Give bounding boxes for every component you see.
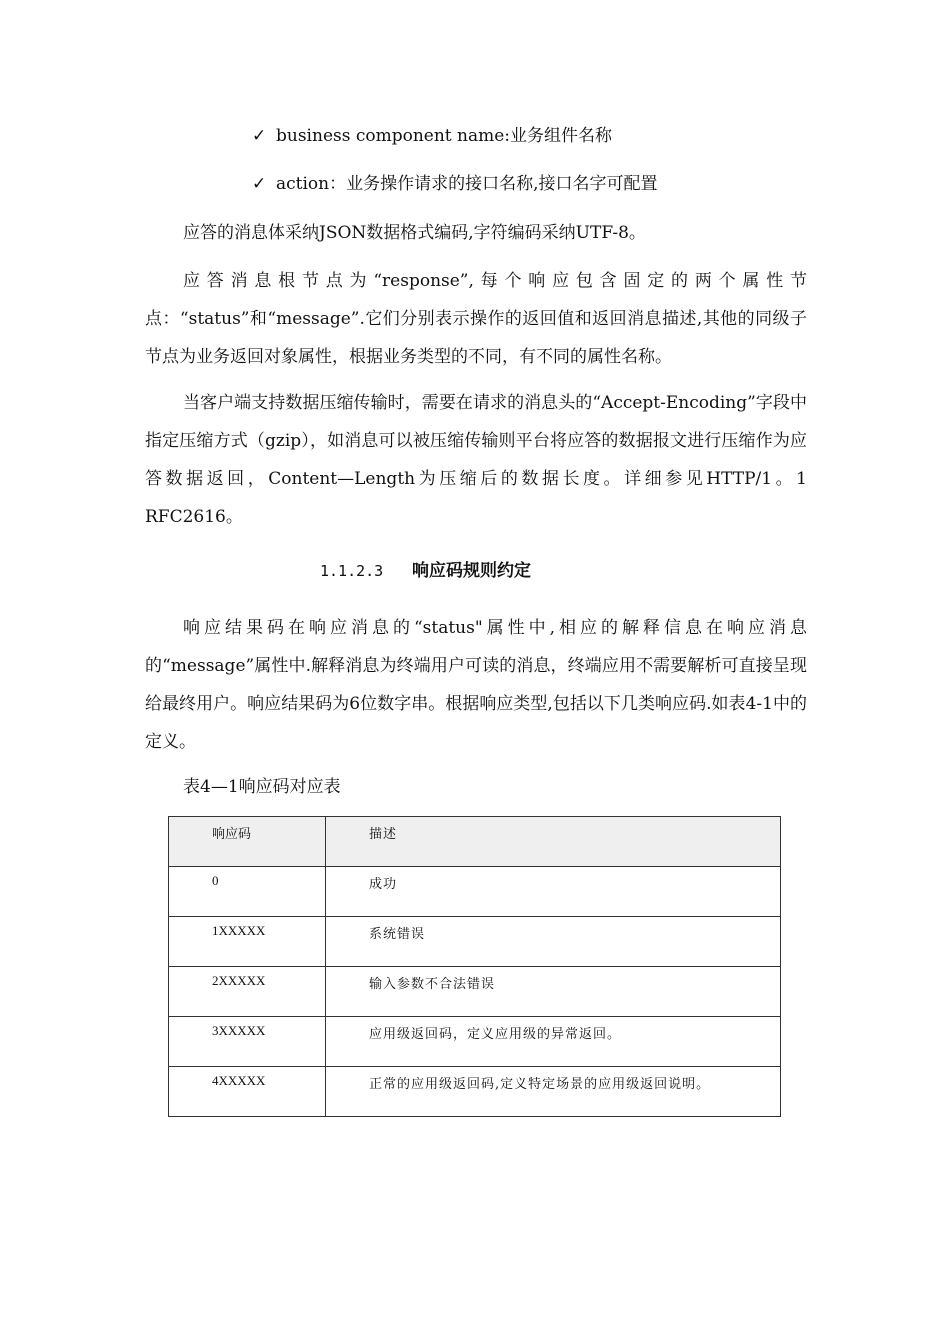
bullet-business-component <box>252 124 612 148</box>
table-header-row <box>169 817 781 867</box>
paragraph-encoding: 应答的消息体采纳JSON数据格式编码,字符编码采纳UTF-8。 <box>183 223 646 243</box>
header-code: 响应码 <box>169 817 326 867</box>
table-row <box>169 1017 781 1067</box>
cell-code: 1XXXXX <box>169 917 326 967</box>
cell-description: 成功 <box>326 867 781 917</box>
response-code-table <box>168 816 781 1117</box>
cell-code: 4XXXXX <box>169 1067 326 1117</box>
cell-description: 应用级返回码，定义应用级的异常返回。 <box>326 1017 781 1067</box>
table-row <box>169 1067 781 1117</box>
checkmark-icon: ✓ <box>252 126 267 146</box>
bullet-action <box>252 172 658 196</box>
cell-code: 2XXXXX <box>169 967 326 1017</box>
cell-description: 输入参数不合法错误 <box>326 967 781 1017</box>
cell-code: 3XXXXX <box>169 1017 326 1067</box>
header-description: 描述 <box>326 817 781 867</box>
section-number: 1.1.2.3 <box>320 562 384 580</box>
bullet-text: business component name:业务组件名称 <box>276 126 613 146</box>
bullet-text: action：业务操作请求的接口名称,接口名字可配置 <box>276 174 658 194</box>
cell-description: 正常的应用级返回码,定义特定场景的应用级返回说明。 <box>326 1067 781 1117</box>
paragraph-result-code: 响应结果码在响应消息的“status"属性中,相应的解释信息在响应消息的“message”属性中.解释消息为终端用户可读的消息，终端应用不需要解析可直接呈现给最终用户。响应结果码为6位数字串。根据响应类型,包括以下几类响应码.如表4-1中的定义。 <box>145 618 807 752</box>
table-row <box>169 867 781 917</box>
checkmark-icon: ✓ <box>252 174 267 194</box>
table-row <box>169 967 781 1017</box>
cell-description: 系统错误 <box>326 917 781 967</box>
paragraph-compression: 当客户端支持数据压缩传输时，需要在请求的消息头的“Accept-Encoding”字段中指定压缩方式（gzip），如消息可以被压缩传输则平台将应答的数据报文进行压缩作为应答数据返回，Content—Length为压缩后的数据长度。详细参见HTTP/1。1 RFC2616。 <box>145 393 807 527</box>
paragraph-response-root: 应答消息根节点为“response”,每个响应包含固定的两个属性节点：“status”和“message”.它们分别表示操作的返回值和返回消息描述,其他的同级子节点为业务返回对象属性，根据业务类型的不同，有不同的属性名称。 <box>145 271 807 367</box>
section-heading <box>320 559 531 583</box>
table-row <box>169 917 781 967</box>
table-caption: 表4—1响应码对应表 <box>183 777 341 797</box>
cell-code: 0 <box>169 867 326 917</box>
section-title: 响应码规则约定 <box>412 561 531 581</box>
